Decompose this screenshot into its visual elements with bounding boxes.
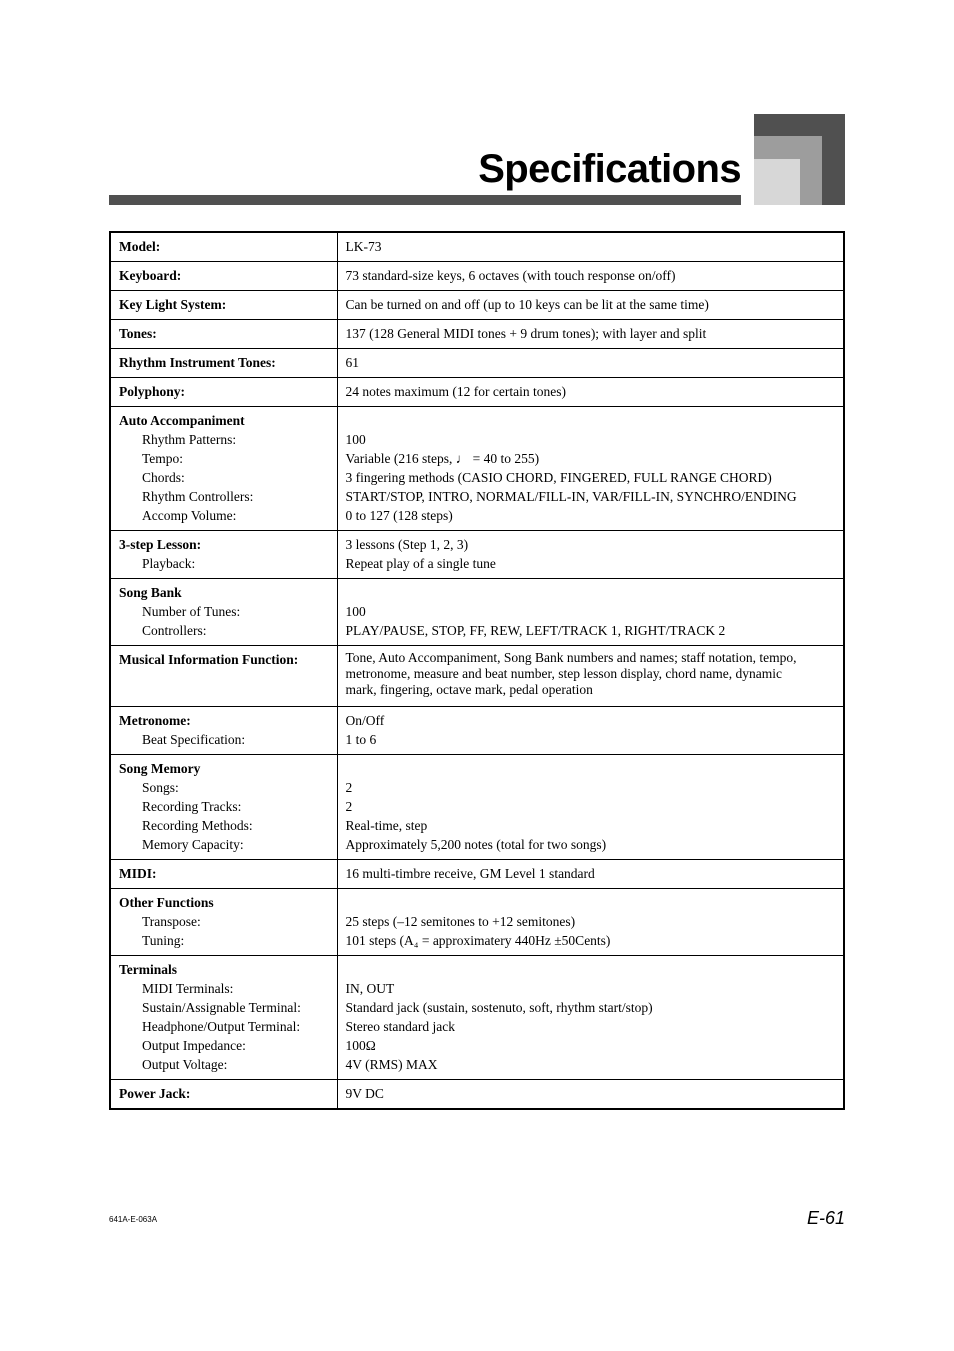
spec-value-cell [337, 349, 844, 378]
spec-sub-value: 100 [345, 432, 366, 447]
page-title: Specifications [478, 147, 741, 191]
spec-value-line: metronome, measure and beat number, step lesson display, chord name, dynamic [345, 666, 782, 681]
spec-value-line: Tone, Auto Accompaniment, Song Bank numbers and names; staff notation, tempo, [345, 650, 797, 665]
spec-row-polyphony [110, 378, 844, 407]
spec-sub-label: Transpose: [142, 914, 201, 929]
spec-value: On/Off [345, 713, 385, 728]
spec-sub-label: MIDI Terminals: [142, 981, 234, 996]
spec-value-cell [337, 579, 844, 646]
spec-value-line: mark, fingering, octave mark, pedal operation [345, 682, 593, 697]
spec-label: Terminals [119, 962, 178, 977]
spec-sub-label: Sustain/Assignable Terminal: [142, 1000, 301, 1015]
spec-row-3-step-lesson [110, 531, 844, 579]
spec-label-cell [110, 889, 337, 956]
spec-label-cell [110, 407, 337, 531]
spec-label-cell [110, 378, 337, 407]
spec-value: 24 notes maximum (12 for certain tones) [345, 384, 566, 399]
document-code: 641A-E-063A [109, 1215, 158, 1224]
blank-line [346, 583, 838, 602]
spec-sub-label: Headphone/Output Terminal: [142, 1019, 301, 1034]
spec-label: Other Functions [119, 895, 214, 910]
spec-label: Tones: [119, 326, 157, 341]
spec-row-key-light-system [110, 291, 844, 320]
spec-row-model [110, 232, 844, 262]
spec-label-cell [110, 262, 337, 291]
spec-sub-label: Beat Specification: [142, 732, 246, 747]
spec-sub-label: Output Voltage: [142, 1057, 228, 1072]
spec-sub-value: Standard jack (sustain, sostenuto, soft, rhythm start/stop) [345, 1000, 653, 1015]
spec-value: 73 standard-size keys, 6 octaves (with touch response on/off) [345, 268, 676, 283]
spec-value-cell [337, 646, 844, 707]
spec-label-cell [110, 349, 337, 378]
spec-row-musical-information-function [110, 646, 844, 707]
spec-label-cell [110, 232, 337, 262]
spec-sub-value: IN, OUT [345, 981, 395, 996]
spec-sub-value: START/STOP, INTRO, NORMAL/FILL-IN, VAR/FILL-IN, SYNCHRO/ENDING [345, 489, 797, 504]
spec-value-cell [337, 407, 844, 531]
spec-value-cell [337, 531, 844, 579]
spec-sub-value: 100 [345, 604, 366, 619]
spec-value: 9V DC [345, 1086, 384, 1101]
spec-sub-label: Tuning: [142, 933, 185, 948]
spec-value-cell [337, 232, 844, 262]
spec-sub-value: 25 steps (–12 semitones to +12 semitones) [345, 914, 576, 929]
spec-label: Song Bank [119, 585, 182, 600]
spec-value-cell [337, 889, 844, 956]
spec-label-cell [110, 755, 337, 860]
spec-label-cell [110, 320, 337, 349]
spec-label: Song Memory [119, 761, 201, 776]
blank-line [346, 960, 838, 979]
spec-sub-label: Output Impedance: [142, 1038, 246, 1053]
spec-value-cell [337, 320, 844, 349]
spec-value: 61 [345, 355, 359, 370]
spec-value-cell [337, 956, 844, 1080]
spec-label-cell [110, 646, 337, 707]
spec-value-cell [337, 755, 844, 860]
spec-value-cell [337, 1080, 844, 1110]
spec-row-auto-accompaniment [110, 407, 844, 531]
spec-row-terminals [110, 956, 844, 1080]
corner-decoration-light [754, 159, 800, 205]
spec-sub-label: Rhythm Patterns: [142, 432, 237, 447]
spec-sub-value: Approximately 5,200 notes (total for two songs) [345, 837, 607, 852]
spec-sub-label: Rhythm Controllers: [142, 489, 254, 504]
spec-value: 16 multi-timbre receive, GM Level 1 standard [345, 866, 595, 881]
spec-sub-value: Real-time, step [345, 818, 428, 833]
spec-sub-value: 101 steps (A₄ = approximatery 440Hz ±50Cents) [345, 933, 611, 948]
spec-row-metronome [110, 707, 844, 755]
spec-label-cell [110, 1080, 337, 1110]
spec-value: 3 lessons (Step 1, 2, 3) [345, 537, 469, 552]
blank-line [346, 759, 838, 778]
spec-row-other-functions [110, 889, 844, 956]
spec-sub-value: PLAY/PAUSE, STOP, FF, REW, LEFT/TRACK 1, RIGHT/TRACK 2 [345, 623, 726, 638]
blank-line [346, 893, 838, 912]
spec-sub-value: Variable (216 steps, ♩ = 40 to 255) [345, 451, 540, 466]
spec-sub-label: Recording Tracks: [142, 799, 242, 814]
spec-sub-value: 3 fingering methods (CASIO CHORD, FINGERED, FULL RANGE CHORD) [345, 470, 772, 485]
page-number: E-61 [806, 1208, 845, 1228]
spec-sub-label: Tempo: [142, 451, 184, 466]
spec-label: Key Light System: [119, 297, 227, 312]
spec-sub-value: Repeat play of a single tune [345, 556, 496, 571]
spec-sub-label: Memory Capacity: [142, 837, 244, 852]
spec-value: LK-73 [345, 239, 382, 254]
spec-sub-value: 0 to 127 (128 steps) [345, 508, 453, 523]
spec-value: 137 (128 General MIDI tones + 9 drum tones); with layer and split [345, 326, 707, 341]
spec-sub-label: Controllers: [142, 623, 207, 638]
spec-label-cell [110, 579, 337, 646]
spec-row-keyboard [110, 262, 844, 291]
corner-decoration [754, 114, 845, 205]
spec-label: Musical Information Function: [119, 652, 299, 667]
spec-row-tones [110, 320, 844, 349]
spec-label: Power Jack: [119, 1086, 191, 1101]
spec-value-cell [337, 262, 844, 291]
spec-sub-label: Chords: [142, 470, 185, 485]
spec-value-cell [337, 378, 844, 407]
spec-row-power-jack [110, 1080, 844, 1110]
spec-label: 3-step Lesson: [119, 537, 202, 552]
spec-label-cell [110, 860, 337, 889]
spec-label: MIDI: [119, 866, 157, 881]
spec-sub-label: Songs: [142, 780, 179, 795]
spec-value-cell [337, 291, 844, 320]
title-underline-bar [109, 195, 741, 205]
spec-row-song-bank [110, 579, 844, 646]
spec-sub-label: Playback: [142, 556, 196, 571]
spec-sub-value: 1 to 6 [345, 732, 377, 747]
spec-label-cell [110, 531, 337, 579]
spec-label-cell [110, 291, 337, 320]
spec-sub-label: Accomp Volume: [142, 508, 237, 523]
spec-label: Rhythm Instrument Tones: [119, 355, 276, 370]
spec-label: Polyphony: [119, 384, 186, 399]
spec-sub-value: 4V (RMS) MAX [345, 1057, 438, 1072]
spec-sub-value: 2 [345, 780, 353, 795]
blank-line [346, 411, 838, 430]
spec-sub-label: Recording Methods: [142, 818, 253, 833]
spec-label: Keyboard: [119, 268, 182, 283]
spec-value: Can be turned on and off (up to 10 keys can be lit at the same time) [345, 297, 709, 312]
spec-sub-label: Number of Tunes: [142, 604, 241, 619]
spec-sub-value: 100Ω [345, 1038, 376, 1053]
spec-row-song-memory [110, 755, 844, 860]
spec-value-cell [337, 860, 844, 889]
spec-label: Metronome: [119, 713, 191, 728]
spec-row-rhythm-instrument-tones [110, 349, 844, 378]
spec-label-cell [110, 707, 337, 755]
spec-label: Auto Accompaniment [119, 413, 245, 428]
spec-label: Model: [119, 239, 161, 254]
spec-sub-value: Stereo standard jack [345, 1019, 455, 1034]
specifications-table [109, 231, 845, 1110]
spec-sub-value: 2 [345, 799, 353, 814]
spec-row-midi [110, 860, 844, 889]
spec-label-cell [110, 956, 337, 1080]
spec-value-cell [337, 707, 844, 755]
